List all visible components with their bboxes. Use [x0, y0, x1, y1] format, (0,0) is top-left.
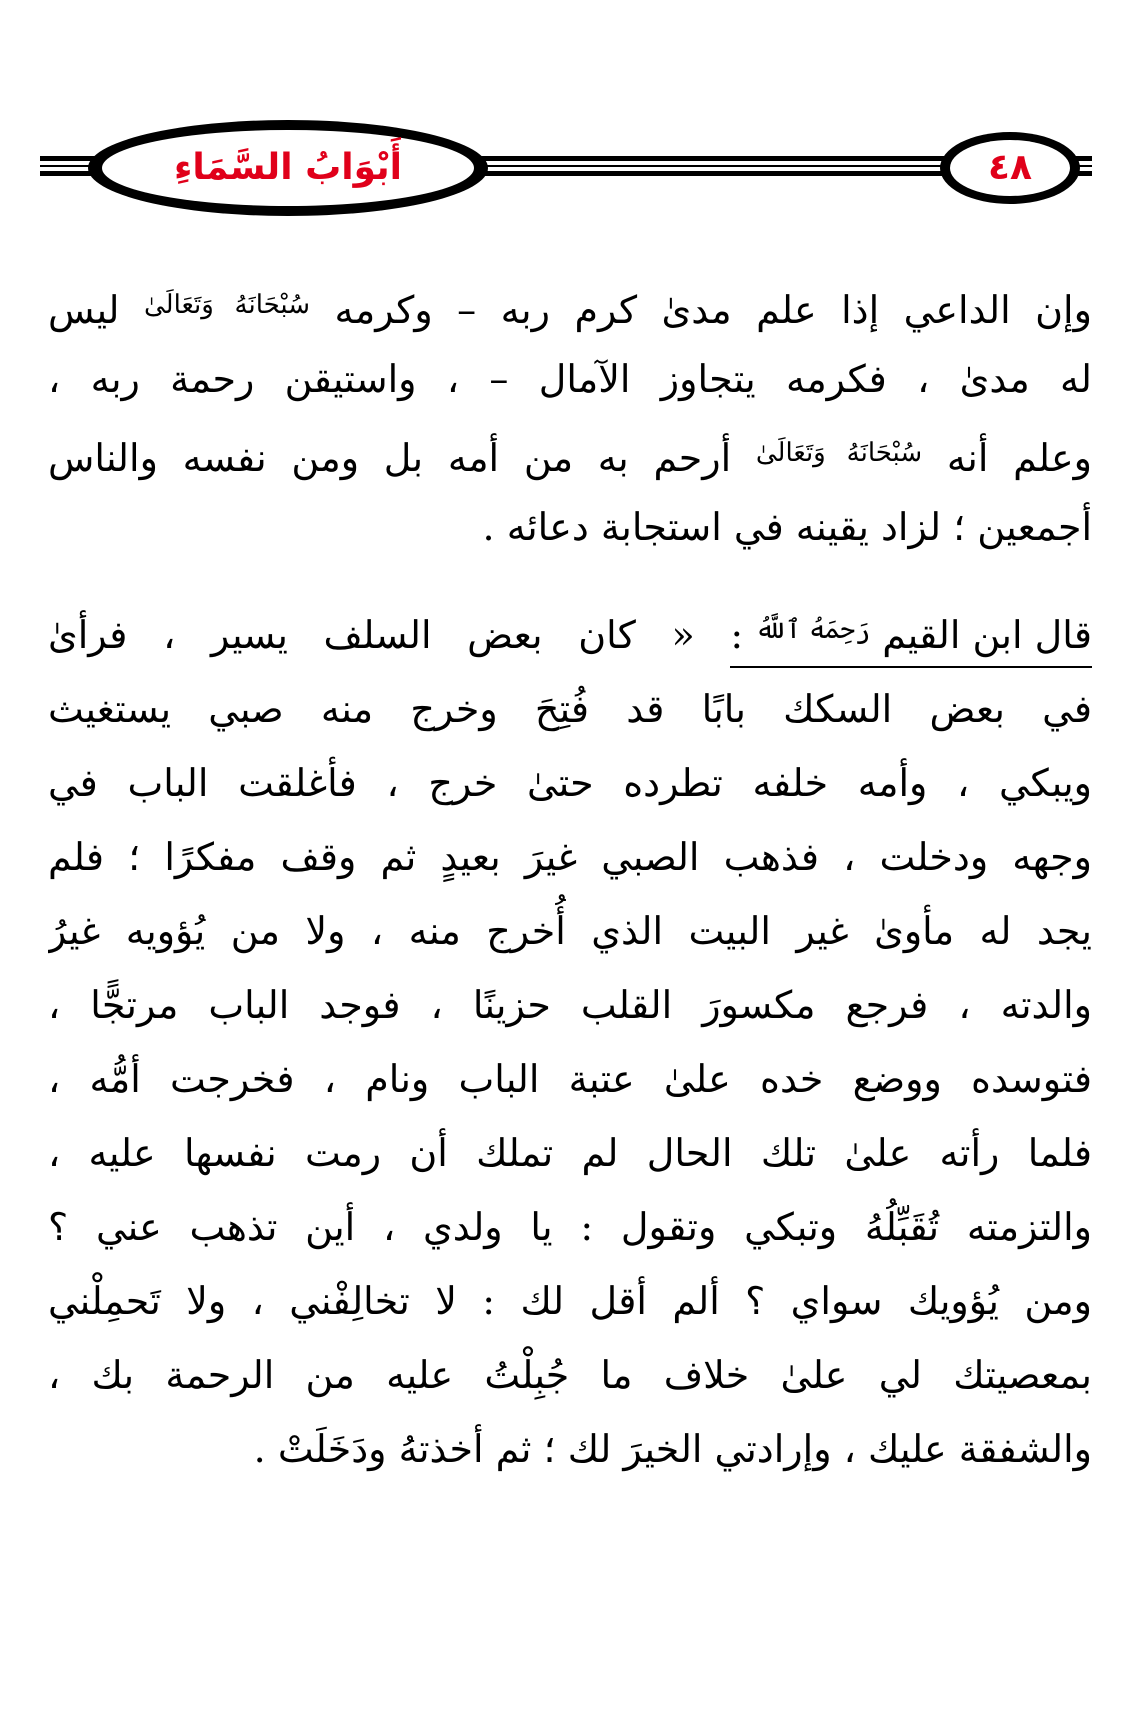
attribution-name: قال ابن القيم [882, 613, 1092, 657]
text-segment: وإن الداعي إذا علم مدىٰ كرم ربه – وكرمه [334, 288, 1092, 332]
text-line: ومن يُؤويك سواي ؟ ألم أقل لك : لا تخالِفْني ، ولا تَحمِلْني [48, 1279, 1092, 1323]
paragraph-1 [48, 268, 1092, 564]
text-segment: وعلم أنه [946, 436, 1092, 480]
page-header [40, 118, 1092, 228]
text-line: فتوسده ووضع خده علىٰ عتبة الباب ونام ، فخرجت أمُّه ، [48, 1057, 1092, 1101]
honorific-glyph: رَحِمَهُ ٱللَّهُ [755, 615, 871, 645]
page-body [48, 268, 1092, 1486]
text-line: له مدىٰ ، فكرمه يتجاوز الآمال – ، واستيقن رحمة ربه ، [48, 357, 1092, 401]
title-oval-inner [102, 130, 474, 206]
page-number-oval-inner [950, 140, 1070, 196]
text-line: فلما رأته علىٰ تلك الحال لم تملك أن رمت نفسها عليه ، [48, 1131, 1092, 1175]
text-segment: أرحم به من أمه بل ومن نفسه والناس [48, 436, 732, 480]
text-segment: « كان بعض السلف يسير ، فرأىٰ [48, 613, 695, 657]
page-number-oval-frame [940, 132, 1080, 204]
paragraph-gap [48, 564, 1092, 598]
text-line: والشفقة عليك ، وإرادتي الخيرَ لك ؛ ثم أخذتهُ ودَخَلَتْ . [253, 1427, 1092, 1471]
text-line: والتزمته تُقَبِّلُهُ وتبكي وتقول : يا ولدي ، أين تذهب عني ؟ [48, 1205, 1092, 1249]
text-line [48, 268, 1092, 342]
text-line: بمعصيتك لي علىٰ خلاف ما جُبِلْتُ عليه من الرحمة بك ، [48, 1353, 1092, 1397]
book-title: أَبْوَابُ السَّمَاءِ [173, 147, 403, 188]
attribution-colon: : [730, 613, 744, 657]
text-line [48, 598, 1092, 672]
honorific-glyph: سُبْحَانَهُ وَتَعَالَىٰ [755, 438, 923, 468]
text-line: والدته ، فرجع مكسورَ القلب حزينًا ، فوجد الباب مرتجًّا ، [48, 983, 1092, 1027]
text-line: ويبكي ، وأمه خلفه تطرده حتىٰ خرج ، فأغلقت الباب في [48, 761, 1092, 805]
quote-attribution [730, 599, 1092, 668]
text-line: أجمعين ؛ لزاد يقينه في استجابة دعائه . [482, 505, 1092, 549]
honorific-glyph: سُبْحَانَهُ وَتَعَالَىٰ [144, 290, 311, 320]
text-line [48, 416, 1092, 490]
text-line: وجهه ودخلت ، فذهب الصبي غيرَ بعيدٍ ثم وقف مفكرًا ؛ فلم [48, 835, 1092, 879]
text-line: في بعض السكك بابًا قد فُتِحَ وخرج منه صبي يستغيث [48, 687, 1092, 731]
text-line: يجد له مأوىٰ غير البيت الذي أُخرج منه ، ولا من يُؤويه غيرُ [48, 909, 1092, 953]
text-segment: ليس [48, 288, 120, 332]
paragraph-2 [48, 598, 1092, 1486]
title-oval-frame [88, 120, 488, 216]
page-number: ٤٨ [988, 147, 1032, 188]
